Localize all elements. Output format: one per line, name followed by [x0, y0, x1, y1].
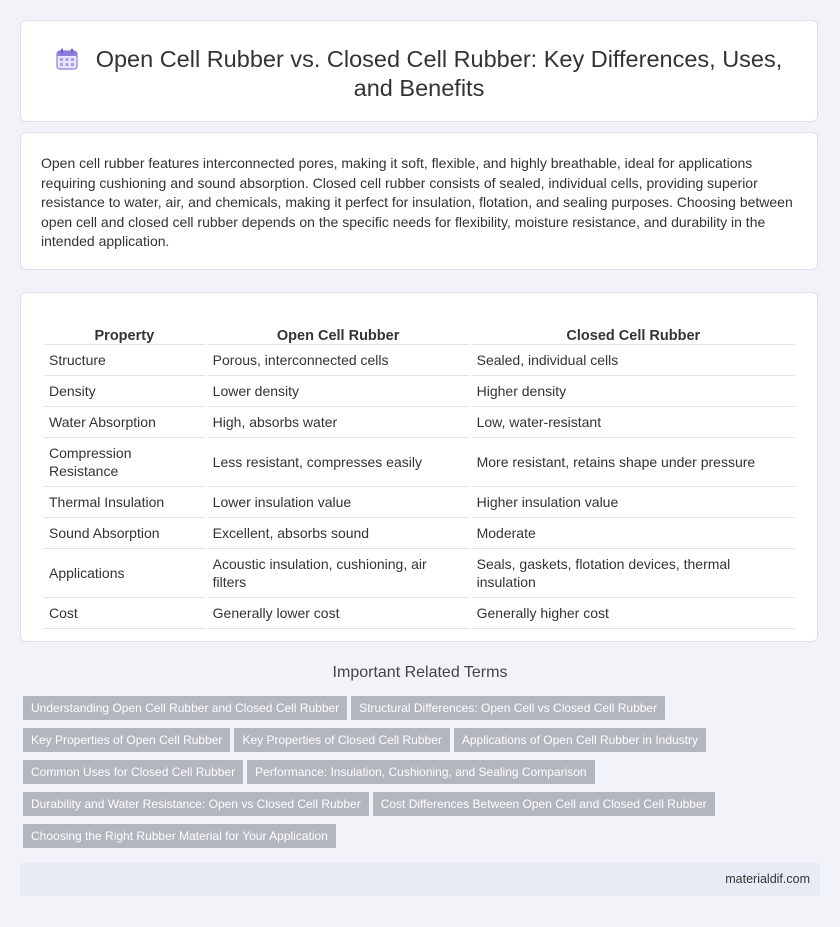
comparison-table-card	[20, 292, 818, 642]
cell-open: Lower insulation value	[208, 487, 469, 518]
cell-closed: Seals, gaskets, flotation devices, thermal insulation	[472, 549, 795, 598]
table-row	[44, 487, 795, 518]
related-term-tag[interactable]: Performance: Insulation, Cushioning, and Sealing Comparison	[247, 760, 595, 784]
table-row	[44, 549, 795, 598]
footer	[20, 863, 820, 896]
table-row	[44, 518, 795, 549]
cell-property: Thermal Insulation	[44, 487, 205, 518]
cell-property: Applications	[44, 549, 205, 598]
tag-row	[23, 696, 723, 728]
related-terms-heading: Important Related Terms	[332, 664, 508, 681]
related-term-tag[interactable]: Understanding Open Cell Rubber and Closed Cell Rubber	[23, 696, 347, 720]
intro-paragraph: Open cell rubber features interconnected pores, making it soft, flexible, and highly breathable, ideal for applications requiring cushioning and sound absorption. Closed cell rubber consists of sealed, individual cells, providing superior resistance to water, air, and chemicals, making it perfect for insulation, flotation, and sealing purposes. Choosing between open cell and closed cell rubber depends on the specific needs for flexibility, moisture resistance, and durability in the intended application.	[41, 155, 793, 249]
related-term-tag[interactable]: Applications of Open Cell Rubber in Industry	[454, 728, 706, 752]
cell-open: Porous, interconnected cells	[208, 345, 469, 376]
cell-closed: Generally higher cost	[472, 598, 795, 629]
related-term-tag[interactable]: Cost Differences Between Open Cell and Closed Cell Rubber	[373, 792, 715, 816]
related-term-tag[interactable]: Choosing the Right Rubber Material for Your Application	[23, 824, 336, 848]
cell-closed: Higher density	[472, 376, 795, 407]
tag-row	[23, 824, 723, 856]
intro-card	[20, 132, 818, 270]
table-row	[44, 598, 795, 629]
page-title: Open Cell Rubber vs. Closed Cell Rubber: Key Differences, Uses, and Benefits	[95, 46, 783, 101]
tag-row	[23, 760, 723, 792]
header-open-cell: Open Cell Rubber	[208, 313, 469, 345]
table-row	[44, 407, 795, 438]
cell-property: Structure	[44, 345, 205, 376]
table-row	[44, 438, 795, 487]
header-closed-cell: Closed Cell Rubber	[472, 313, 795, 345]
related-term-tag[interactable]: Structural Differences: Open Cell vs Closed Cell Rubber	[351, 696, 665, 720]
cell-closed: Moderate	[472, 518, 795, 549]
table-row	[44, 376, 795, 407]
related-term-tag[interactable]: Key Properties of Closed Cell Rubber	[234, 728, 449, 752]
table-row	[44, 345, 795, 376]
cell-open: High, absorbs water	[208, 407, 469, 438]
cell-property: Cost	[44, 598, 205, 629]
related-terms-tags	[23, 696, 723, 856]
cell-closed: Low, water-resistant	[472, 407, 795, 438]
cell-property: Water Absorption	[44, 407, 205, 438]
related-term-tag[interactable]: Common Uses for Closed Cell Rubber	[23, 760, 243, 784]
tag-row	[23, 728, 723, 760]
calendar-grid-icon	[56, 48, 78, 70]
cell-open: Excellent, absorbs sound	[208, 518, 469, 549]
related-term-tag[interactable]: Key Properties of Open Cell Rubber	[23, 728, 230, 752]
related-term-tag[interactable]: Durability and Water Resistance: Open vs Closed Cell Rubber	[23, 792, 369, 816]
cell-closed: More resistant, retains shape under pressure	[472, 438, 795, 487]
cell-open: Acoustic insulation, cushioning, air filters	[208, 549, 469, 598]
cell-property: Sound Absorption	[44, 518, 205, 549]
cell-open: Less resistant, compresses easily	[208, 438, 469, 487]
cell-property: Density	[44, 376, 205, 407]
comparison-table	[41, 313, 798, 629]
page-title-wrap	[21, 45, 817, 103]
header-property: Property	[44, 313, 205, 345]
tag-row	[23, 792, 723, 824]
cell-open: Lower density	[208, 376, 469, 407]
cell-property: Compression Resistance	[44, 438, 205, 487]
table-header-row	[44, 313, 795, 345]
cell-closed: Higher insulation value	[472, 487, 795, 518]
footer-site-link[interactable]: materialdif.com	[725, 872, 810, 886]
title-card	[20, 20, 818, 122]
cell-closed: Sealed, individual cells	[472, 345, 795, 376]
cell-open: Generally lower cost	[208, 598, 469, 629]
